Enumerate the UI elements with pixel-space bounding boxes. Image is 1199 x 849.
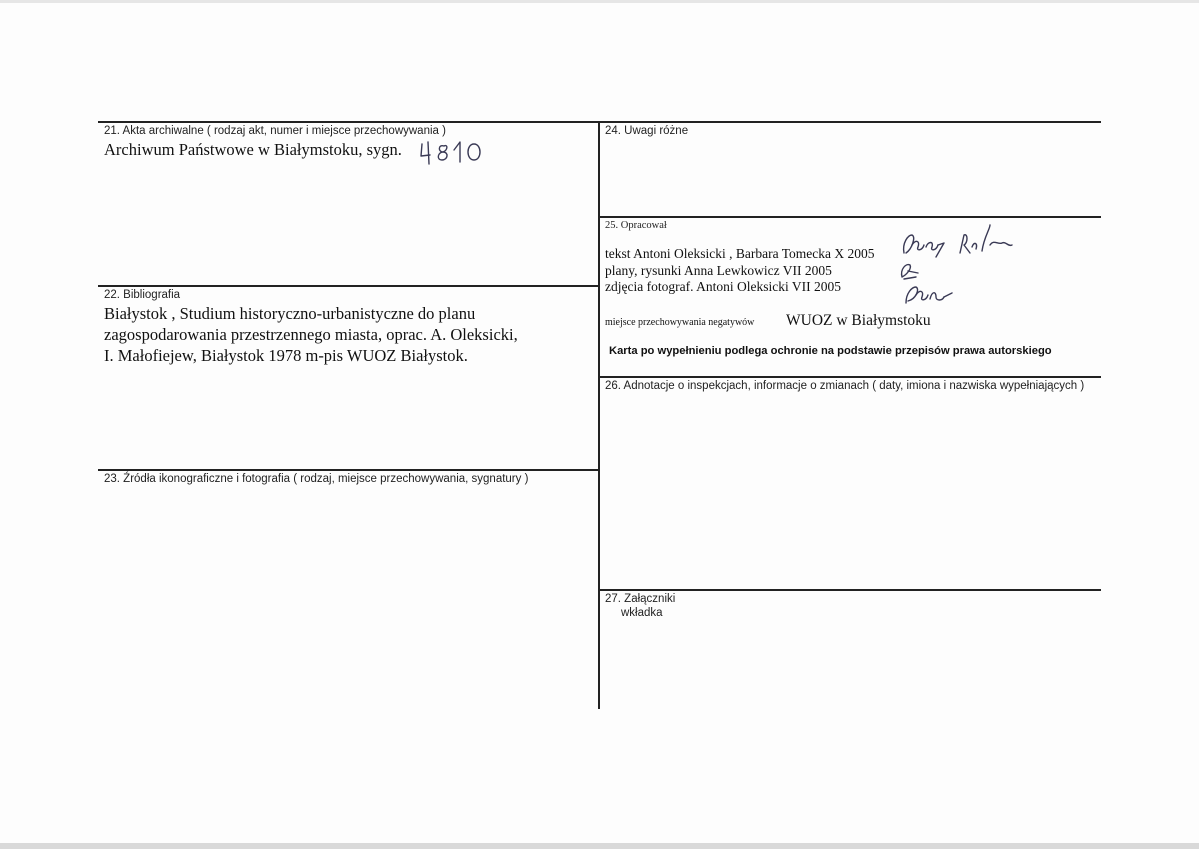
rule-top — [98, 121, 1101, 123]
negatives-label: miejsce przechowywania negatywów — [605, 317, 755, 328]
field-22-line-2: zagospodarowania przestrzennego miasta, oprac. A. Oleksicki, — [104, 325, 518, 344]
rule-22-top — [98, 285, 599, 287]
rule-27-top — [599, 589, 1101, 591]
field-21-value: Archiwum Państwowe w Białymstoku, sygn. — [104, 140, 402, 159]
rule-26-top — [599, 376, 1101, 378]
negatives-value: WUOZ w Białymstoku — [786, 312, 931, 329]
rule-23-top — [98, 469, 599, 471]
field-27-label: 27. Załączniki — [605, 593, 676, 605]
signature-mark-icon — [898, 259, 922, 281]
field-22-line-1: Białystok , Studium historyczno-urbanistyczne do planu — [104, 304, 476, 323]
field-25-line-3: zdjęcia fotograf. Antoni Oleksicki VII 2005 — [605, 279, 841, 294]
column-divider — [598, 121, 600, 709]
copyright-note: Karta po wypełnieniu podlega ochronie na podstawie przepisów prawa autorskiego — [609, 345, 1052, 357]
rule-25-top — [599, 216, 1101, 218]
field-21-label: 21. Akta archiwalne ( rodzaj akt, numer i miejsce przechowywania ) — [104, 125, 446, 137]
field-22-line-3: I. Małofiejew, Białystok 1978 m-pis WUOZ Białystok. — [104, 346, 468, 365]
field-26-label: 26. Adnotacje o inspekcjach, informacje o zmianach ( daty, imiona i nazwiska wypełniających ) — [605, 380, 1085, 392]
field-25-label: 25. Opracował — [605, 220, 667, 231]
handwritten-number-icon — [418, 136, 488, 168]
field-25-line-2: plany, rysunki Anna Lewkowicz VII 2005 — [605, 263, 832, 278]
signature-mark-icon — [902, 281, 962, 307]
field-24-label: 24. Uwagi różne — [605, 125, 689, 137]
field-27-value: wkładka — [621, 607, 663, 619]
field-25-line-1: tekst Antoni Oleksicki , Barbara Tomecka X 2005 — [605, 246, 875, 261]
field-23-label: 23. Źródła ikonograficzne i fotografia ( rodzaj, miejsce przechowywania, sygnatury ) — [104, 473, 529, 485]
field-22-label: 22. Bibliografia — [104, 289, 181, 301]
